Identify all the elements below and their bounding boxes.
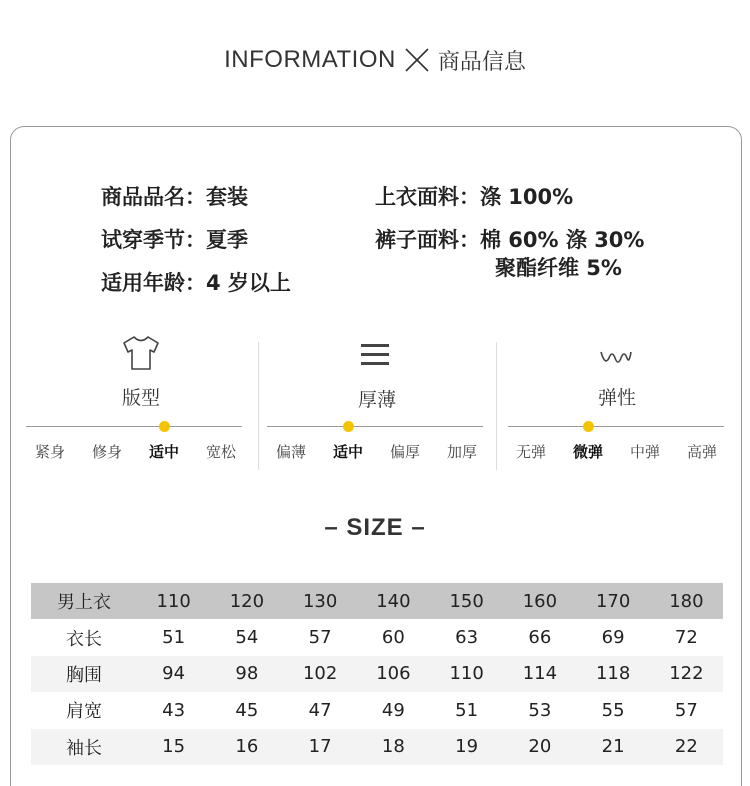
scale-option: 微弹 xyxy=(572,443,603,461)
scale-line-fit xyxy=(26,426,242,427)
table-cell: 110 xyxy=(137,583,210,619)
season-label: 试穿季节： xyxy=(101,228,206,252)
pants-fabric-value-2: 聚酯纤维 5% xyxy=(495,256,622,280)
table-cell: 63 xyxy=(455,627,479,649)
table-cell: 170 xyxy=(577,583,650,619)
table-cell: 15 xyxy=(137,729,210,765)
table-cell: 53 xyxy=(528,699,552,721)
table-cell: 17 xyxy=(284,729,357,765)
table-cell: 69 xyxy=(601,627,625,649)
table-cell: 55 xyxy=(601,699,625,721)
table-header-row xyxy=(31,583,723,619)
table-cell: 118 xyxy=(577,656,650,692)
table-row xyxy=(31,656,723,692)
age-label: 适用年龄： xyxy=(101,271,206,295)
table-cell: 19 xyxy=(430,729,503,765)
scale-option: 中弹 xyxy=(629,443,660,461)
scale-indicator-elasticity xyxy=(583,421,594,432)
table-cell: 男上衣 xyxy=(31,583,137,619)
product-name-value: 套装 xyxy=(206,185,248,209)
table-row xyxy=(31,692,723,728)
table-cell: 21 xyxy=(577,729,650,765)
scale-line-thickness xyxy=(267,426,483,427)
table-cell: 袖长 xyxy=(31,729,137,765)
pants-fabric xyxy=(375,224,644,254)
scale-indicator-thickness xyxy=(343,421,354,432)
table-cell: 66 xyxy=(528,627,552,649)
table-cell: 51 xyxy=(455,699,479,721)
table-cell: 16 xyxy=(210,729,283,765)
size-title: – SIZE – xyxy=(324,514,426,541)
size-table xyxy=(31,583,723,765)
table-cell: 57 xyxy=(674,699,698,721)
attr-title-thickness: 厚薄 xyxy=(357,389,396,411)
scale-option: 无弹 xyxy=(515,443,546,461)
table-cell: 60 xyxy=(381,627,405,649)
scale-option: 偏薄 xyxy=(275,443,306,461)
table-cell: 120 xyxy=(210,583,283,619)
table-cell: 43 xyxy=(162,699,186,721)
table-cell: 94 xyxy=(137,656,210,692)
attr-title-elasticity: 弹性 xyxy=(597,387,636,409)
pants-fabric-label: 裤子面料： xyxy=(375,228,480,252)
scale-line-elasticity xyxy=(508,426,724,427)
scale-option: 适中 xyxy=(332,443,363,461)
table-cell: 57 xyxy=(308,627,332,649)
pants-fabric-value-1: 棉 60% 涤 30% xyxy=(480,228,645,252)
product-name xyxy=(101,181,248,211)
table-cell: 47 xyxy=(308,699,332,721)
scale-option: 紧身 xyxy=(34,443,65,461)
product-name-label: 商品品名： xyxy=(101,185,206,209)
table-cell: 49 xyxy=(381,699,405,721)
table-cell: 45 xyxy=(235,699,259,721)
scale-option: 偏厚 xyxy=(389,443,420,461)
table-cell: 54 xyxy=(235,627,259,649)
table-cell: 160 xyxy=(503,583,576,619)
scale-option: 修身 xyxy=(91,443,122,461)
top-fabric xyxy=(375,181,573,211)
table-cell: 150 xyxy=(430,583,503,619)
table-cell: 22 xyxy=(650,729,723,765)
scale-option: 加厚 xyxy=(446,443,477,461)
age-value: 4 岁以上 xyxy=(206,271,291,295)
table-cell: 106 xyxy=(357,656,430,692)
table-cell: 140 xyxy=(357,583,430,619)
spring-icon xyxy=(600,348,632,368)
season-value: 夏季 xyxy=(206,228,248,252)
table-cell: 122 xyxy=(650,656,723,692)
table-cell: 130 xyxy=(284,583,357,619)
table-row xyxy=(31,619,723,655)
table-cell: 20 xyxy=(503,729,576,765)
scale-option: 高弹 xyxy=(686,443,717,461)
table-cell: 胸围 xyxy=(31,656,137,692)
scale-indicator-fit xyxy=(159,421,170,432)
section-header xyxy=(0,40,750,80)
scale-option: 宽松 xyxy=(205,443,236,461)
table-cell: 102 xyxy=(284,656,357,692)
layers-icon xyxy=(361,343,389,367)
table-cell: 肩宽 xyxy=(66,701,102,723)
table-row xyxy=(31,729,723,765)
table-cell: 180 xyxy=(650,583,723,619)
table-cell: 110 xyxy=(430,656,503,692)
table-cell: 98 xyxy=(210,656,283,692)
divider xyxy=(258,342,259,470)
header-title-cn: 商品信息 xyxy=(437,49,526,75)
header-title-en: INFORMATION xyxy=(224,46,396,73)
season xyxy=(101,224,248,254)
table-cell: 18 xyxy=(357,729,430,765)
divider xyxy=(496,342,497,470)
table-cell: 衣长 xyxy=(66,628,102,650)
table-cell: 114 xyxy=(503,656,576,692)
x-cross-icon xyxy=(404,47,430,73)
scale-option: 适中 xyxy=(148,443,179,461)
age xyxy=(101,267,291,297)
table-cell: 72 xyxy=(674,627,698,649)
table-cell: 51 xyxy=(162,627,186,649)
top-fabric-value: 涤 100% xyxy=(480,185,574,209)
top-fabric-label: 上衣面料： xyxy=(375,185,480,209)
tshirt-icon xyxy=(121,334,161,372)
attr-title-fit: 版型 xyxy=(121,387,160,409)
